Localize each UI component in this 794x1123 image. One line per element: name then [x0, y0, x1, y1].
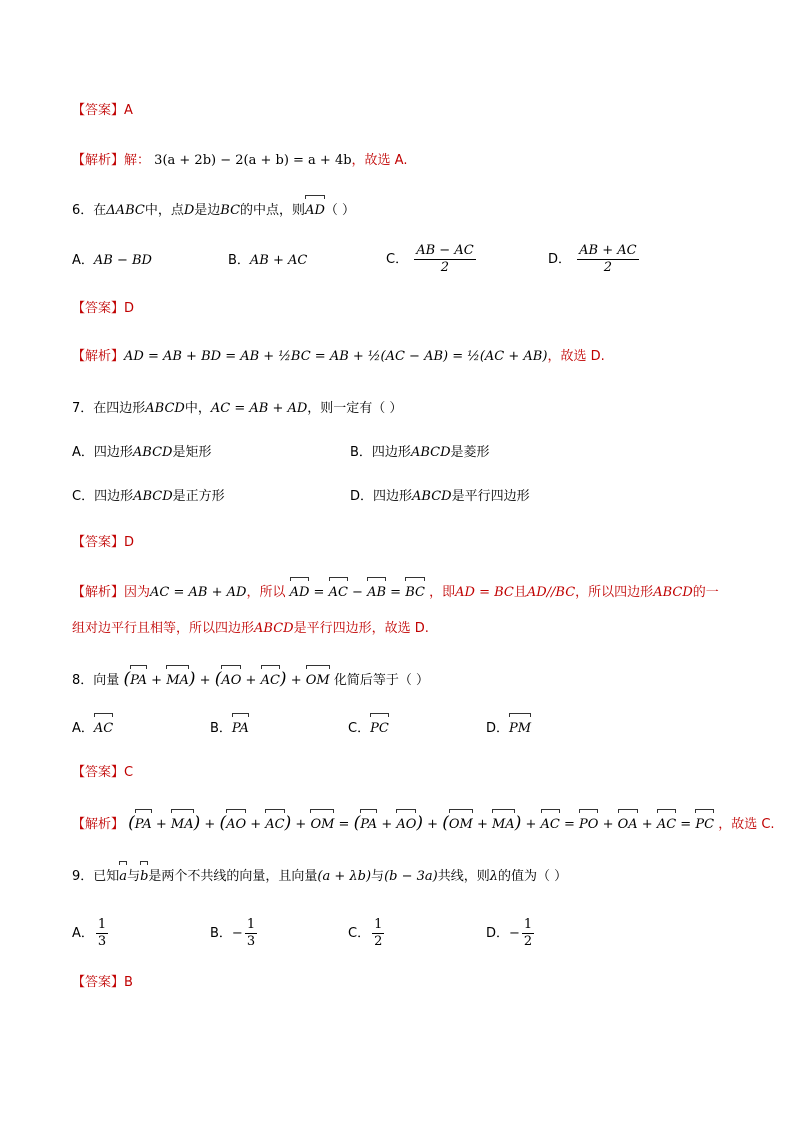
fraction-denominator: 2 — [440, 260, 450, 275]
quad-name: ABCD — [145, 401, 185, 416]
option-letter: A． — [72, 445, 94, 460]
analysis-math: AC = AB + AD — [150, 585, 247, 600]
triangle-name: ΔABC — [106, 203, 145, 218]
vector-expr-2: (b − 3a) — [384, 869, 438, 884]
option-text: 四边形 — [371, 445, 411, 460]
answer-value: D — [124, 301, 135, 316]
fraction-numerator: 1 — [523, 917, 533, 932]
option-fraction — [522, 917, 534, 950]
q9-option-b — [210, 912, 259, 956]
analysis-label: 【解析】 — [72, 817, 125, 832]
stem-text: 在 — [93, 203, 107, 218]
q9-option-c — [348, 912, 386, 956]
fraction-numerator: 1 — [374, 917, 383, 932]
fraction-denominator: 3 — [246, 934, 256, 949]
analysis-text: 的一 — [692, 585, 719, 600]
option-letter: D． — [486, 721, 510, 736]
analysis-label: 【解析】 — [72, 349, 125, 364]
option-vector: AC — [94, 716, 113, 742]
q8-analysis-math: (PA + MA) + (AO + AC) + OM = (PA + AO) + (OM + MA) + AC = PO + OA + AC = PC — [124, 817, 718, 832]
stem-text: 已知 — [93, 869, 120, 884]
q9-stem — [72, 864, 567, 890]
option-sign: − — [509, 926, 520, 941]
vector-expr-1: (a + λb) — [317, 869, 372, 884]
answer-label: 【答案】 — [72, 103, 125, 118]
option-text: 四边形 — [93, 445, 133, 460]
option-expr: AB − BD — [93, 253, 152, 268]
option-text: 四边形 — [373, 489, 413, 504]
stem-text: 的值为（ ） — [497, 869, 568, 884]
analysis-text: ，即 — [429, 585, 456, 600]
option-text: 是菱形 — [450, 445, 490, 460]
q6-option-c — [386, 238, 478, 282]
option-name: ABCD — [412, 489, 452, 504]
option-letter: C． — [386, 252, 409, 267]
q6-option-b — [228, 248, 307, 274]
analysis-math: AD//BC — [526, 585, 576, 600]
question-number: 7． — [72, 401, 94, 416]
stem-text: 共线，则 — [437, 869, 490, 884]
q5-answer-line — [72, 98, 133, 124]
q6-answer-line — [72, 296, 134, 322]
option-letter: A． — [72, 721, 94, 736]
option-vector: PC — [370, 716, 389, 742]
q5-analysis-math: 3(a + 2b) − 2(a + b) = a + 4b — [154, 153, 352, 168]
option-name: ABCD — [133, 489, 173, 504]
option-vector: PA — [232, 716, 249, 742]
stem-text: 是边 — [194, 203, 221, 218]
side-bc: BC — [220, 203, 241, 218]
stem-text: 与 — [127, 869, 141, 884]
q8-conclusion: ，故选 C. — [718, 817, 775, 832]
stem-text: 是两个不共线的向量，且向量 — [148, 869, 318, 884]
q7-option-a — [72, 440, 212, 466]
analysis-math: AD = BC — [455, 585, 514, 600]
q8-answer-line — [72, 760, 133, 786]
q5-analysis-line — [72, 148, 407, 174]
stem-text: 化简后等于（ ） — [333, 673, 429, 688]
q6-stem — [72, 198, 355, 224]
stem-text: 的中点，则 — [240, 203, 306, 218]
answer-label: 【答案】 — [72, 765, 125, 780]
question-number: 6． — [72, 203, 94, 218]
analysis-prefix: 解： — [124, 153, 151, 168]
option-letter: B． — [350, 445, 372, 460]
q7-option-c — [72, 484, 225, 510]
stem-text: 中，点 — [144, 203, 184, 218]
q7-answer-line — [72, 530, 134, 556]
option-expr: AB + AC — [249, 253, 308, 268]
stem-text: 中， — [184, 401, 211, 416]
option-fraction — [577, 243, 638, 276]
analysis-text: 是平行四边形，故选 D. — [293, 621, 429, 636]
answer-label: 【答案】 — [72, 975, 125, 990]
option-letter: A． — [72, 926, 94, 941]
analysis-math: ABCD — [254, 621, 294, 636]
option-fraction — [414, 243, 475, 276]
option-sign: − — [231, 926, 243, 941]
option-fraction — [245, 917, 257, 950]
q7-analysis-line-1: 【解析】因为AC = AB + AD，所以 AD = AC − AB = BC ，即AD = BC且AD//BC，所以四边形ABCD的一 — [72, 580, 719, 606]
option-text: 是正方形 — [172, 489, 225, 504]
q8-stem — [72, 666, 429, 692]
analysis-label: 【解析】 — [72, 585, 125, 600]
fraction-denominator: 3 — [97, 934, 107, 949]
q5-conclusion: ，故选 A. — [351, 153, 408, 168]
analysis-text: 且 — [513, 585, 527, 600]
q8-option-d — [486, 716, 531, 742]
option-fraction — [372, 917, 384, 950]
analysis-text: 因为 — [124, 585, 151, 600]
q6-conclusion: ，故选 D. — [547, 349, 605, 364]
q8-analysis-line — [72, 810, 775, 836]
q8-option-a — [72, 716, 113, 742]
question-number: 9． — [72, 869, 94, 884]
option-letter: C． — [348, 926, 371, 941]
q6-analysis-line — [72, 344, 605, 370]
vector-ad: AD — [305, 198, 325, 224]
option-text: 是平行四边形 — [451, 489, 530, 504]
q7-option-d — [350, 484, 530, 510]
answer-value: D — [124, 535, 135, 550]
option-letter: B． — [228, 253, 250, 268]
q7-analysis-line-2 — [72, 616, 429, 642]
q8-option-b — [210, 716, 249, 742]
answer-blank: （ ） — [324, 203, 356, 218]
answer-value: C — [124, 765, 134, 780]
vector-b: b — [140, 864, 148, 890]
vector-condition: AC = AB + AD — [210, 401, 308, 416]
option-letter: C． — [72, 489, 95, 504]
option-vector: PM — [509, 716, 531, 742]
option-letter: C． — [348, 721, 371, 736]
analysis-text: ，所以 — [246, 585, 286, 600]
q6-option-d — [548, 238, 641, 282]
answer-label: 【答案】 — [72, 301, 125, 316]
q6-analysis-math: AD = AB + BD = AB + ½BC = AB + ½(AC − AB) = ½(AC + AB) — [124, 349, 548, 364]
fraction-numerator: 1 — [246, 917, 256, 932]
fraction-denominator: 2 — [523, 934, 533, 949]
analysis-math: ABCD — [653, 585, 693, 600]
lambda-symbol: λ — [489, 869, 498, 884]
option-text: 四边形 — [94, 489, 134, 504]
analysis-text: 组对边平行且相等，所以四边形 — [72, 621, 255, 636]
option-letter: B． — [210, 926, 232, 941]
stem-text: 向量 — [93, 673, 120, 688]
answer-value: A — [124, 103, 133, 118]
point-d: D — [183, 203, 195, 218]
answer-value: B — [124, 975, 133, 990]
option-letter: D． — [350, 489, 374, 504]
fraction-numerator: AB − AC — [416, 243, 474, 258]
q6-option-a — [72, 248, 152, 274]
q9-option-d — [486, 912, 536, 956]
option-letter: D． — [548, 252, 572, 267]
stem-text: ，则一定有（ ） — [307, 401, 403, 416]
analysis-text: ，所以四边形 — [575, 585, 654, 600]
q7-stem — [72, 396, 402, 422]
q8-option-c — [348, 716, 389, 742]
vector-a: a — [119, 864, 127, 890]
fraction-numerator: 1 — [97, 917, 107, 932]
option-letter: B． — [210, 721, 232, 736]
option-letter: D． — [486, 926, 510, 941]
q9-answer-line — [72, 970, 133, 996]
fraction-numerator: AB + AC — [579, 243, 637, 258]
fraction-denominator: 2 — [603, 260, 613, 275]
analysis-label: 【解析】 — [72, 153, 125, 168]
option-fraction — [96, 917, 108, 950]
option-text: 是矩形 — [172, 445, 212, 460]
option-letter: A． — [72, 253, 94, 268]
q9-option-a — [72, 912, 110, 956]
stem-text: 与 — [371, 869, 385, 884]
stem-text: 在四边形 — [93, 401, 146, 416]
q8-expression: (PA + MA) + (AO + AC) + OM — [119, 673, 334, 688]
question-number: 8． — [72, 673, 94, 688]
option-name: ABCD — [132, 445, 173, 460]
q7-option-b — [350, 440, 490, 466]
answer-label: 【答案】 — [72, 535, 125, 550]
fraction-denominator: 2 — [374, 934, 383, 949]
option-name: ABCD — [410, 445, 451, 460]
